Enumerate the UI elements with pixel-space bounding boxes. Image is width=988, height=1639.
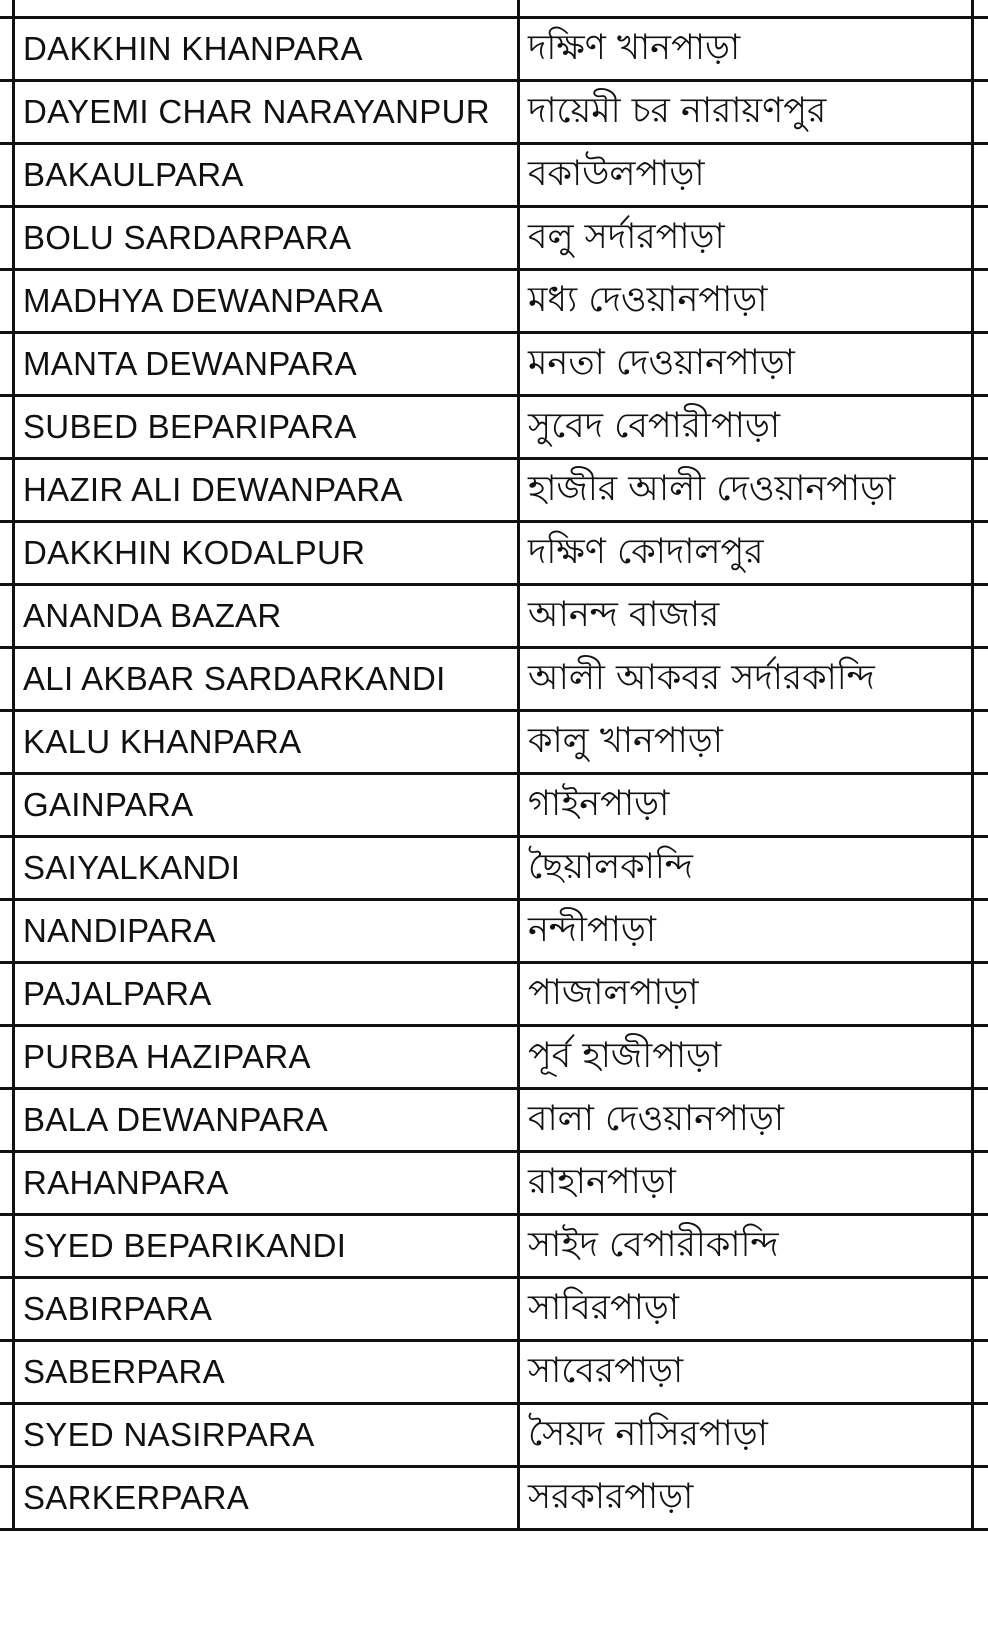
row-marker-cell [0, 1215, 14, 1278]
bengali-name-cell: গাইনপাড়া [519, 774, 973, 837]
trailing-cell [973, 774, 988, 837]
row-marker-cell [0, 1341, 14, 1404]
english-name-cell: GAINPARA [14, 774, 519, 837]
english-name-cell: KALU KHANPARA [14, 711, 519, 774]
trailing-cell [973, 396, 988, 459]
bengali-name-cell: আনন্দ বাজার [519, 585, 973, 648]
row-marker-cell [0, 522, 14, 585]
english-name-cell: ALI AKBAR SARDARKANDI [14, 648, 519, 711]
bengali-name-cell: বকাউলপাড়া [519, 144, 973, 207]
trailing-cell [973, 1341, 988, 1404]
bengali-name-cell: মধ্য দেওয়ানপাড়া [519, 270, 973, 333]
row-marker-cell [0, 333, 14, 396]
english-name-cell: BALA DEWANPARA [14, 1089, 519, 1152]
bengali-name-cell: হাজীর আলী দেওয়ানপাড়া [519, 459, 973, 522]
table-row [0, 1467, 988, 1530]
english-name-cell: BAKAULPARA [14, 144, 519, 207]
english-name-cell: PAJALPARA [14, 963, 519, 1026]
table-row [0, 333, 988, 396]
trailing-cell [973, 207, 988, 270]
bengali-name-cell: দক্ষিণ খানপাড়া [519, 18, 973, 81]
english-name-cell: SABIRPARA [14, 1278, 519, 1341]
trailing-cell [973, 1215, 988, 1278]
english-name-cell: ANANDA BAZAR [14, 585, 519, 648]
row-marker-cell [0, 774, 14, 837]
bengali-name-cell: বালা দেওয়ানপাড়া [519, 1089, 973, 1152]
row-marker-cell [0, 963, 14, 1026]
row-marker-cell [0, 900, 14, 963]
trailing-cell [973, 81, 988, 144]
trailing-cell [973, 837, 988, 900]
row-marker-cell [0, 270, 14, 333]
table-row [0, 774, 988, 837]
table-row [0, 1404, 988, 1467]
row-marker-cell [0, 837, 14, 900]
trailing-cell [973, 1026, 988, 1089]
table-row [0, 522, 988, 585]
row-marker-cell [0, 1089, 14, 1152]
table-row [0, 459, 988, 522]
english-name-cell: RAHANPARA [14, 1152, 519, 1215]
row-marker-cell [0, 81, 14, 144]
english-name-cell: SAIYALKANDI [14, 837, 519, 900]
table-row [0, 207, 988, 270]
trailing-cell [973, 1152, 988, 1215]
row-marker-cell [0, 711, 14, 774]
bengali-name-cell: সরকারপাড়া [519, 1467, 973, 1530]
bengali-name-cell: সাবেরপাড়া [519, 1341, 973, 1404]
table-row [0, 1341, 988, 1404]
english-name-cell: SYED BEPARIKANDI [14, 1215, 519, 1278]
english-name-cell: MANTA DEWANPARA [14, 333, 519, 396]
english-name-cell [14, 0, 519, 18]
trailing-cell [973, 711, 988, 774]
bengali-name-cell: সৈয়দ নাসিরপাড়া [519, 1404, 973, 1467]
table-row [0, 1152, 988, 1215]
trailing-cell [973, 522, 988, 585]
row-marker-cell [0, 1278, 14, 1341]
bengali-name-cell: সাবিরপাড়া [519, 1278, 973, 1341]
english-name-cell: DAKKHIN KHANPARA [14, 18, 519, 81]
table-row [0, 270, 988, 333]
english-name-cell: PURBA HAZIPARA [14, 1026, 519, 1089]
table-row [0, 1026, 988, 1089]
english-name-cell: BOLU SARDARPARA [14, 207, 519, 270]
bengali-name-cell: সাইদ বেপারীকান্দি [519, 1215, 973, 1278]
trailing-cell [973, 585, 988, 648]
table-row [0, 1215, 988, 1278]
english-name-cell: HAZIR ALI DEWANPARA [14, 459, 519, 522]
table-row [0, 18, 988, 81]
row-marker-cell [0, 648, 14, 711]
trailing-cell [973, 1467, 988, 1530]
table-row [0, 396, 988, 459]
row-marker-cell [0, 18, 14, 81]
trailing-cell [973, 18, 988, 81]
bengali-name-cell: সুবেদ বেপারীপাড়া [519, 396, 973, 459]
bengali-name-cell: ছৈয়ালকান্দি [519, 837, 973, 900]
english-name-cell: SABERPARA [14, 1341, 519, 1404]
row-marker-cell [0, 1152, 14, 1215]
table-row [0, 1278, 988, 1341]
row-marker-cell [0, 459, 14, 522]
bengali-name-cell: পূর্ব হাজীপাড়া [519, 1026, 973, 1089]
row-marker-cell [0, 1467, 14, 1530]
table-row [0, 711, 988, 774]
row-marker-cell [0, 396, 14, 459]
bengali-name-cell [519, 0, 973, 18]
table-row [0, 963, 988, 1026]
trailing-cell [973, 1089, 988, 1152]
trailing-cell [973, 963, 988, 1026]
bengali-name-cell: বলু সর্দারপাড়া [519, 207, 973, 270]
table-row-cut-off [0, 0, 988, 18]
trailing-cell [973, 1278, 988, 1341]
table-row [0, 585, 988, 648]
trailing-cell [973, 648, 988, 711]
bengali-name-cell: দক্ষিণ কোদালপুর [519, 522, 973, 585]
table-row [0, 837, 988, 900]
english-name-cell: SUBED BEPARIPARA [14, 396, 519, 459]
table-row [0, 144, 988, 207]
english-name-cell: DAYEMI CHAR NARAYANPUR [14, 81, 519, 144]
trailing-cell [973, 900, 988, 963]
trailing-cell [973, 144, 988, 207]
row-marker-cell [0, 144, 14, 207]
row-marker-cell [0, 0, 14, 18]
bengali-name-cell: কালু খানপাড়া [519, 711, 973, 774]
row-marker-cell [0, 585, 14, 648]
table-row [0, 648, 988, 711]
bengali-name-cell: রাহানপাড়া [519, 1152, 973, 1215]
trailing-cell [973, 1404, 988, 1467]
table-row [0, 81, 988, 144]
row-marker-cell [0, 207, 14, 270]
row-marker-cell [0, 1404, 14, 1467]
english-name-cell: SYED NASIRPARA [14, 1404, 519, 1467]
english-name-cell: NANDIPARA [14, 900, 519, 963]
trailing-cell [973, 459, 988, 522]
bengali-name-cell: নন্দীপাড়া [519, 900, 973, 963]
trailing-cell [973, 333, 988, 396]
row-marker-cell [0, 1026, 14, 1089]
bengali-name-cell: দায়েমী চর নারায়ণপুর [519, 81, 973, 144]
trailing-cell [973, 270, 988, 333]
table-row [0, 1089, 988, 1152]
trailing-cell [973, 0, 988, 18]
table-row [0, 900, 988, 963]
english-name-cell: DAKKHIN KODALPUR [14, 522, 519, 585]
bengali-name-cell: আলী আকবর সর্দারকান্দি [519, 648, 973, 711]
english-name-cell: MADHYA DEWANPARA [14, 270, 519, 333]
bengali-name-cell: মনতা দেওয়ানপাড়া [519, 333, 973, 396]
bengali-name-cell: পাজালপাড়া [519, 963, 973, 1026]
english-name-cell: SARKERPARA [14, 1467, 519, 1530]
